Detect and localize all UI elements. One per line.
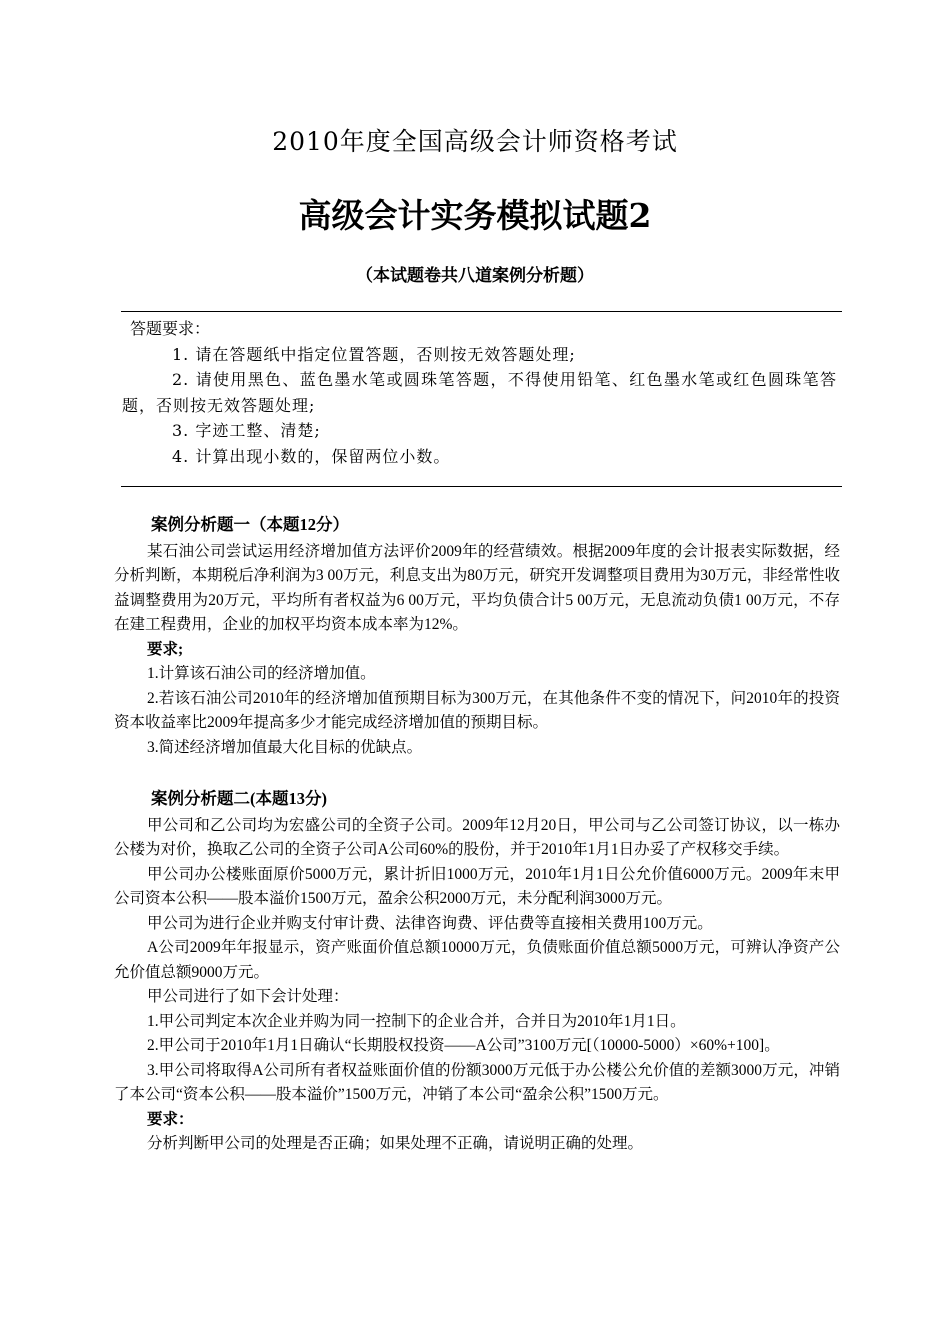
case-two-paragraph: 甲公司办公楼账面原价5000万元，累计折旧1000万元，2010年1月1日公允价值6000万元。2009年末甲公司资本公积——股本溢价1500万元，盈余公积2000万元，未分配利润3000万元。 bbox=[114, 865, 840, 907]
case-one-requirement-label: 要求; bbox=[147, 640, 184, 658]
requirement-item: 2. 请使用黑色、蓝色墨水笔或圆珠笔答题，不得使用铅笔、红色墨水笔或红色圆珠笔答题，否则按无效答题处理; bbox=[122, 370, 837, 415]
case-two-paragraph: 甲公司为进行企业并购支付审计费、法律咨询费、评估费等直接相关费用100万元。 bbox=[147, 914, 713, 932]
case-one-body: 某石油公司尝试运用经济增加值方法评价2009年的经营绩效。根据2009年度的会计报表实际数据，经分析判断，本期税后净利润为3 00万元，利息支出为80万元，研究开发调整项目费用为30万元，非经常性收益调整费用为20万元，平均所有者权益为6 00万元，平均负债合计5 00万元，无息流动负债1 00万元，不存在建工程费用，企业的加权平均资本成本率为12%。 bbox=[114, 542, 840, 633]
case-two-paragraph: 3.甲公司将取得A公司所有者权益账面价值的份额3000万元低于办公楼公允价值的差额3000万元，冲销了本公司“资本公积——股本溢价”1500万元，冲销了本公司“盈余公积”1500万元。 bbox=[114, 1061, 840, 1103]
case-two-question: 分析判断甲公司的处理是否正确；如果处理不正确，请说明正确的处理。 bbox=[147, 1135, 644, 1152]
case-one-question: 3.简述经济增加值最大化目标的优缺点。 bbox=[147, 738, 423, 756]
requirement-item: 4. 计算出现小数的，保留两位小数。 bbox=[172, 446, 451, 466]
case-two-paragraph: 甲公司和乙公司均为宏盛公司的全资子公司。2009年12月20日，甲公司与乙公司签订协议，以一栋办公楼为对价，换取乙公司的全资子公司A公司60%的股份，并于2010年1月1日办妥了产权移交手续。 bbox=[114, 816, 840, 858]
requirements-heading: 答题要求： bbox=[130, 319, 211, 338]
case-one bbox=[114, 513, 840, 760]
case-two-requirement-label: 要求： bbox=[147, 1110, 194, 1128]
divider-bottom bbox=[121, 486, 842, 487]
case-one-heading: 案例分析题一（本题12分） bbox=[151, 515, 349, 534]
exam-name: 2010年度全国高级会计师资格考试 bbox=[272, 127, 678, 156]
case-two-paragraph: 2.甲公司于2010年1月1日确认“长期股权投资——A公司”3100万元[（10000-5000）×60%+100]。 bbox=[147, 1037, 780, 1054]
answer-requirements bbox=[122, 316, 837, 469]
requirement-item: 1. 请在答题纸中指定位置答题，否则按无效答题处理; bbox=[172, 344, 576, 364]
case-two-paragraph: A公司2009年年报显示，资产账面价值总额10000万元，负债账面价值总额5000万元，可辨认净资产公允价值总额9000万元。 bbox=[114, 939, 840, 981]
case-two-heading: 案例分析题二(本题13分) bbox=[151, 789, 327, 808]
case-two-paragraph: 甲公司进行了如下会计处理： bbox=[147, 988, 349, 1005]
divider-top bbox=[121, 311, 842, 312]
requirement-item: 3. 字迹工整、清楚; bbox=[172, 421, 321, 440]
case-one-question: 1.计算该石油公司的经济增加值。 bbox=[147, 665, 376, 682]
paper-subtitle: （本试题卷共八道案例分析题） bbox=[356, 266, 594, 286]
case-two bbox=[114, 787, 840, 1157]
paper-title: 高级会计实务模拟试题2 bbox=[298, 196, 652, 235]
case-one-question: 2.若该石油公司2010年的经济增加值预期目标为300万元，在其他条件不变的情况下，问2010年的投资资本收益率比2009年提高多少才能完成经济增加值的预期目标。 bbox=[114, 689, 840, 731]
case-two-paragraph: 1.甲公司判定本次企业并购为同一控制下的企业合并，合并日为2010年1月1日。 bbox=[147, 1012, 686, 1030]
